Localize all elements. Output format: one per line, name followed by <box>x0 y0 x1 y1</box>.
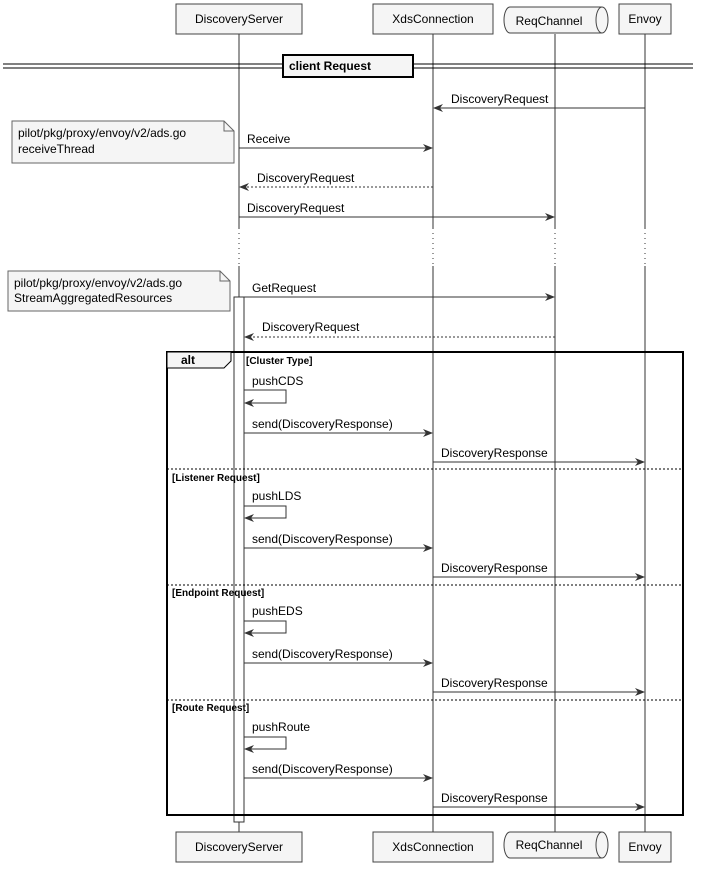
message-get-request <box>244 281 554 297</box>
note-text: pilot/pkg/proxy/envoy/v2/ads.go <box>18 126 187 140</box>
participant-discovery-server-bottom <box>176 832 302 862</box>
self-message-arrow <box>244 390 286 403</box>
participant-req-channel-bottom <box>504 832 608 858</box>
alt-guard: [Listener Request] <box>172 473 260 484</box>
alt-guard: [Route Request] <box>172 703 250 714</box>
message-channel-to-server <box>245 320 555 337</box>
participant-label: XdsConnection <box>392 12 474 26</box>
self-message-arrow <box>244 737 286 749</box>
alt-section-cluster <box>244 356 644 462</box>
message-envoy-to-xds <box>434 92 645 108</box>
participant-envoy-top <box>619 4 671 34</box>
participant-xds-connection-bottom <box>373 832 493 862</box>
alt-label: alt <box>181 353 196 367</box>
self-message-arrow <box>244 506 286 518</box>
message-label: DiscoveryRequest <box>247 201 345 215</box>
self-message-arrow <box>244 621 286 633</box>
self-message-label: pushCDS <box>252 374 304 388</box>
participant-label: Envoy <box>628 12 662 26</box>
participant-label: XdsConnection <box>392 840 474 854</box>
message-label: send(DiscoveryResponse) <box>252 762 393 776</box>
message-xds-to-server <box>240 171 433 187</box>
note-receive-thread <box>12 121 234 163</box>
participant-discovery-server-top <box>176 4 302 34</box>
message-label: DiscoveryRequest <box>451 92 549 106</box>
message-label: DiscoveryResponse <box>441 791 548 805</box>
alt-guard: [Endpoint Request] <box>172 588 265 599</box>
message-label: DiscoveryRequest <box>257 171 355 185</box>
participant-label: Envoy <box>628 840 662 854</box>
participant-label: ReqChannel <box>515 838 583 852</box>
self-message-label: pushRoute <box>252 720 311 734</box>
message-label: DiscoveryRequest <box>262 320 360 334</box>
note-text: pilot/pkg/proxy/envoy/v2/ads.go <box>14 276 183 290</box>
message-label: DiscoveryResponse <box>441 676 548 690</box>
participant-label: DiscoveryServer <box>194 12 284 26</box>
self-message-label: pushEDS <box>252 604 303 618</box>
message-label: send(DiscoveryResponse) <box>252 647 393 661</box>
participant-xds-connection-top <box>373 4 493 34</box>
participant-label: DiscoveryServer <box>194 840 284 854</box>
participant-label: ReqChannel <box>515 14 583 28</box>
message-label: Receive <box>247 132 291 146</box>
message-label: DiscoveryResponse <box>441 561 548 575</box>
note-text: StreamAggregatedResources <box>14 291 173 305</box>
divider-label: client Request <box>289 59 372 73</box>
message-label: send(DiscoveryResponse) <box>252 417 393 431</box>
self-message-label: pushLDS <box>252 489 302 503</box>
message-receive <box>239 132 432 148</box>
alt-guard: [Cluster Type] <box>246 356 313 367</box>
message-label: GetRequest <box>252 281 317 295</box>
message-label: send(DiscoveryResponse) <box>252 532 393 546</box>
participant-req-channel-top <box>504 7 608 33</box>
divider-client-request <box>3 55 693 77</box>
participant-envoy-bottom <box>619 832 671 862</box>
note-stream-aggregated <box>8 271 230 311</box>
activation-bar <box>234 297 244 822</box>
message-server-to-channel <box>239 201 554 217</box>
message-label: DiscoveryResponse <box>441 446 548 460</box>
note-text: receiveThread <box>18 142 95 156</box>
